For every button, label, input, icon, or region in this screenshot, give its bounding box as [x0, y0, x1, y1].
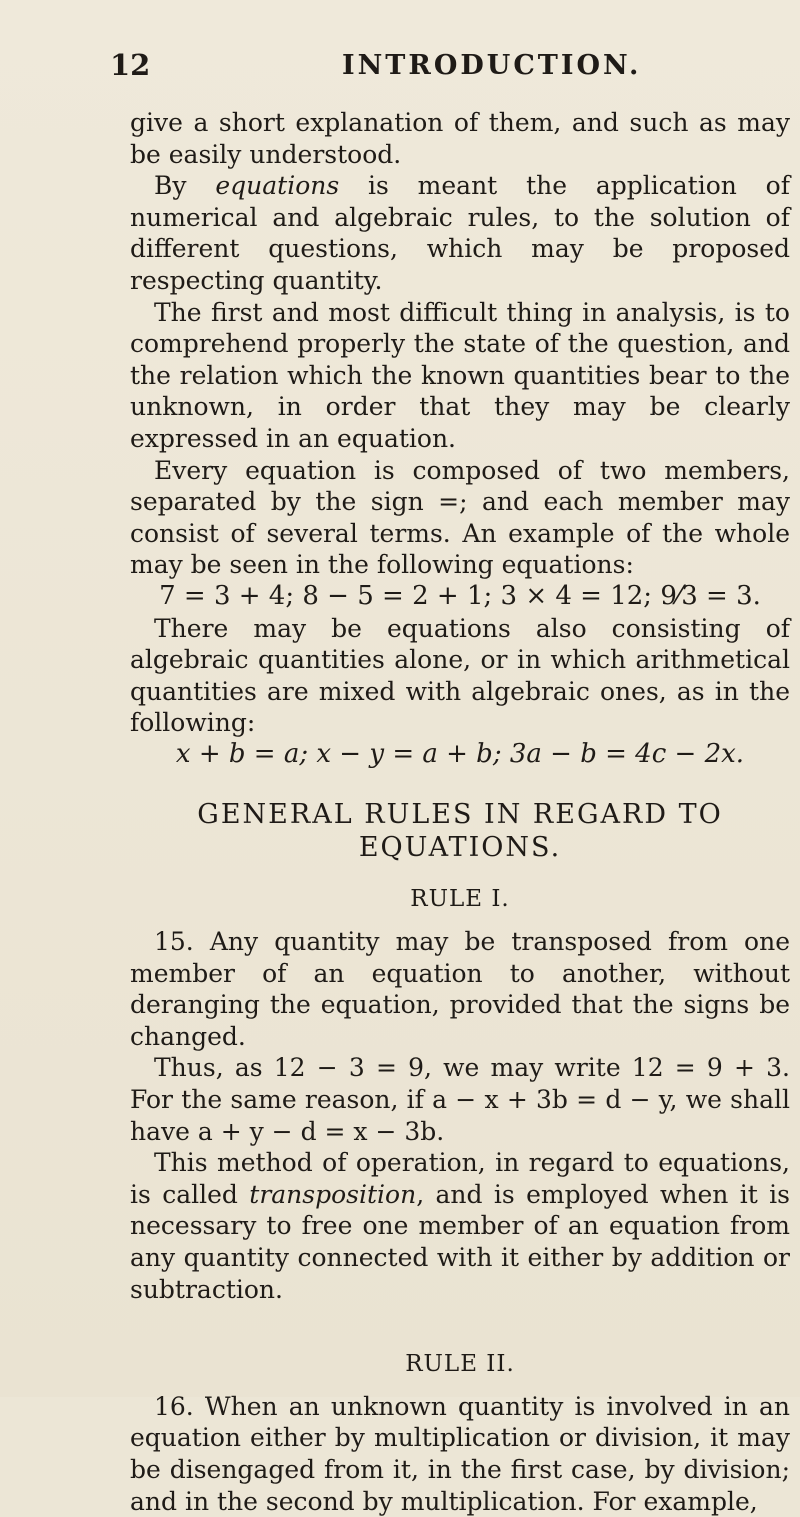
section-heading — [130, 798, 790, 864]
page-body — [130, 107, 790, 1517]
formula-algebraic: x + b = a; x − y = a + b; 3a − b = 4c − 2x. — [175, 738, 745, 769]
rule-1-example: Thus, as 12 − 3 = 9, we may write 12 = 9 + 3. For the same reason, if a − x + 3b = d − y, we shall have a + y − d = x − 3b. — [130, 1053, 790, 1146]
rule-2-title: RULE II. — [405, 1351, 515, 1378]
paragraph-algebraic: There may be equations also consisting of algebraic quantities alone, or in which arithmetical quantities are mixed with algebraic ones, as in the following: — [130, 613, 790, 738]
section-heading-line2: EQUATIONS. — [358, 832, 562, 864]
paragraph-members: Every equation is composed of two members, separated by the sign =; and each member may consist of several terms. An example of the whole may be seen in the following equations: — [130, 455, 790, 580]
page-header — [110, 48, 730, 88]
formula-arithmetic: 7 = 3 + 4; 8 − 5 = 2 + 1; 3 × 4 = 12; 9⁄3 = 3. — [159, 580, 761, 611]
text-run: is meant the application of numerical and algebraic rules, to the solution of different questions, which may be proposed respecting quantity. — [130, 171, 790, 295]
rule-1-transposition — [130, 1147, 790, 1305]
paragraph-equations-definition — [130, 170, 790, 296]
page-number: 12 — [110, 48, 151, 82]
paragraph-analysis: The first and most difficult thing in analysis, is to comprehend properly the state of the question, and the relation which the known quantities bear to the unknown, in order that they may be clearly expressed in an equation. — [130, 297, 790, 453]
text-run: By — [154, 171, 216, 201]
rule-1-title: RULE I. — [410, 886, 510, 913]
text-run: This method of operation, in regard to equations, is called — [130, 1148, 790, 1209]
running-title: INTRODUCTION. — [342, 50, 642, 81]
emphasis-transposition: transposition — [249, 1179, 417, 1209]
text-run: , and is employed when it is necessary to free one member of an equation from any quantity connected with it either by addition or subtraction. — [130, 1179, 790, 1304]
paragraph-continuation: give a short explanation of them, and such as may be easily understood. — [130, 108, 790, 169]
rule-2-paragraph-16: 16. When an unknown quantity is involved in an equation either by multiplication or division, it may be disengaged from it, in the first case, by division; and in the second by multiplication. For example, — [130, 1391, 790, 1516]
section-heading-line1: GENERAL RULES IN REGARD TO — [197, 799, 723, 831]
emphasis-equations: equations — [215, 171, 340, 201]
rule-1-paragraph-15: 15. Any quantity may be transposed from one member of an equation to another, without deranging the equation, provided that the signs be changed. — [130, 927, 790, 1051]
